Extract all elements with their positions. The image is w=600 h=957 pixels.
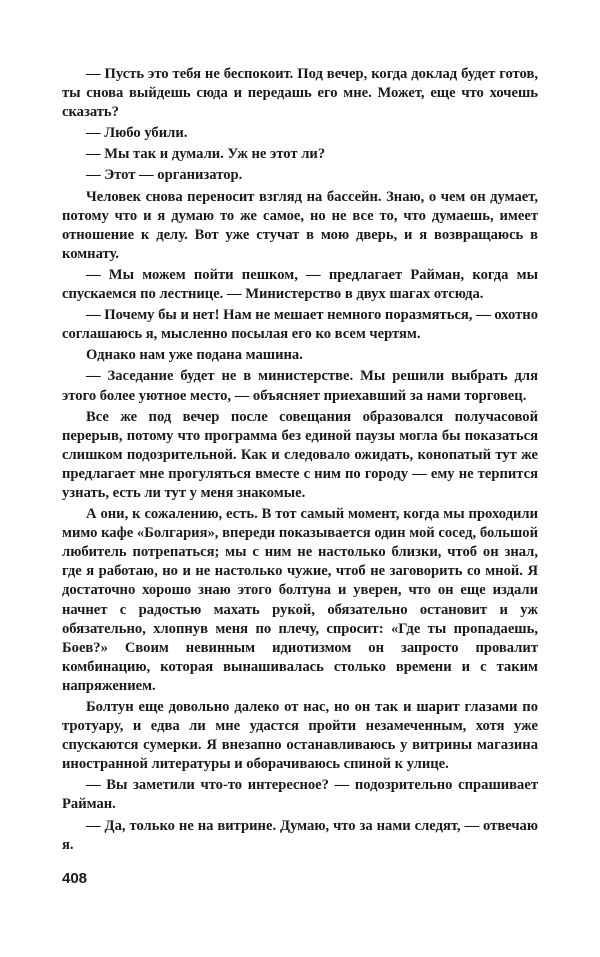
- paragraph: Однако нам уже подана машина.: [86, 347, 303, 364]
- paragraph: Болтун еще довольно далеко от нас, но он так и шарит глазами по тротуару, и едва ли мне удастся пройти незамеченным, хотя уже спускаются сумерки. Я внезапно останавливаюсь у витрины магазина иностранной литературы и оборачиваюсь спиной к улице.: [62, 699, 538, 773]
- page-number: 408: [62, 870, 88, 887]
- paragraph: — Мы так и думали. Уж не этот ли?: [86, 146, 326, 163]
- paragraph: — Заседание будет не в министерстве. Мы решили выбрать для этого более уютное место, — объясняет приехавший за нами торговец.: [62, 368, 538, 404]
- paragraph: — Пусть это тебя не беспокоит. Под вечер, когда доклад будет готов, ты снова выйдешь сюда и передашь его мне. Может, еще что хочешь сказать?: [62, 66, 538, 121]
- paragraph: — Почему бы и нет! Нам не мешает немного поразмяться, — охотно соглашаюсь я, мысленно посылая его ко всем чертям.: [62, 307, 538, 343]
- paragraph: — Вы заметили что-то интересное? — подозрительно спрашивает Райман.: [62, 777, 538, 813]
- paragraph: А они, к сожалению, есть. В тот самый момент, когда мы проходили мимо кафе «Болгария», впереди показывается один мой сосед, большой любитель потрепаться; мы с ним не настолько близки, чтоб он знал, где я работаю, но и не настолько чужие, чтоб не заговорить со мной. Я достаточно хорошо знаю этого болтуна и уверен, что он еще издали начнет с радостью махать рукой, обязательно остановит и уж обязательно, хлопнув меня по плечу, спросит: «Где ты пропадаешь, Боев?» Своим невинным идиотизмом он запросто провалит комбинацию, которая вынашивалась столько времени и с таким напряжением.: [62, 506, 538, 694]
- body-text: [62, 65, 538, 857]
- paragraph: — Мы можем пойти пешком, — предлагает Райман, когда мы спускаемся по лестнице. — Министерство в двух шагах отсюда.: [62, 266, 538, 303]
- paragraph: — Любо убили.: [86, 125, 188, 142]
- paragraph: Все же под вечер после совещания образовался получасовой перерыв, потому что программа без единой паузы могла бы показаться слишком подозрительной. Как и следовало ожидать, конопатый тут же предлагает мне прогуляться вместе с ним по городу — ему не терпится узнать, есть ли тут у меня знакомые.: [62, 408, 538, 501]
- paragraph: — Да, только не на витрине. Думаю, что за нами следят, — отвечаю я.: [62, 817, 538, 853]
- paragraph: — Этот — организатор.: [86, 167, 243, 184]
- paragraph: Человек снова переносит взгляд на бассейн. Знаю, о чем он думает, потому что и я думаю то же самое, но не все то, что думаешь, имеет отношение к делу. Вот уже стучат в мою дверь, и я возвращаюсь в комнату.: [62, 188, 538, 262]
